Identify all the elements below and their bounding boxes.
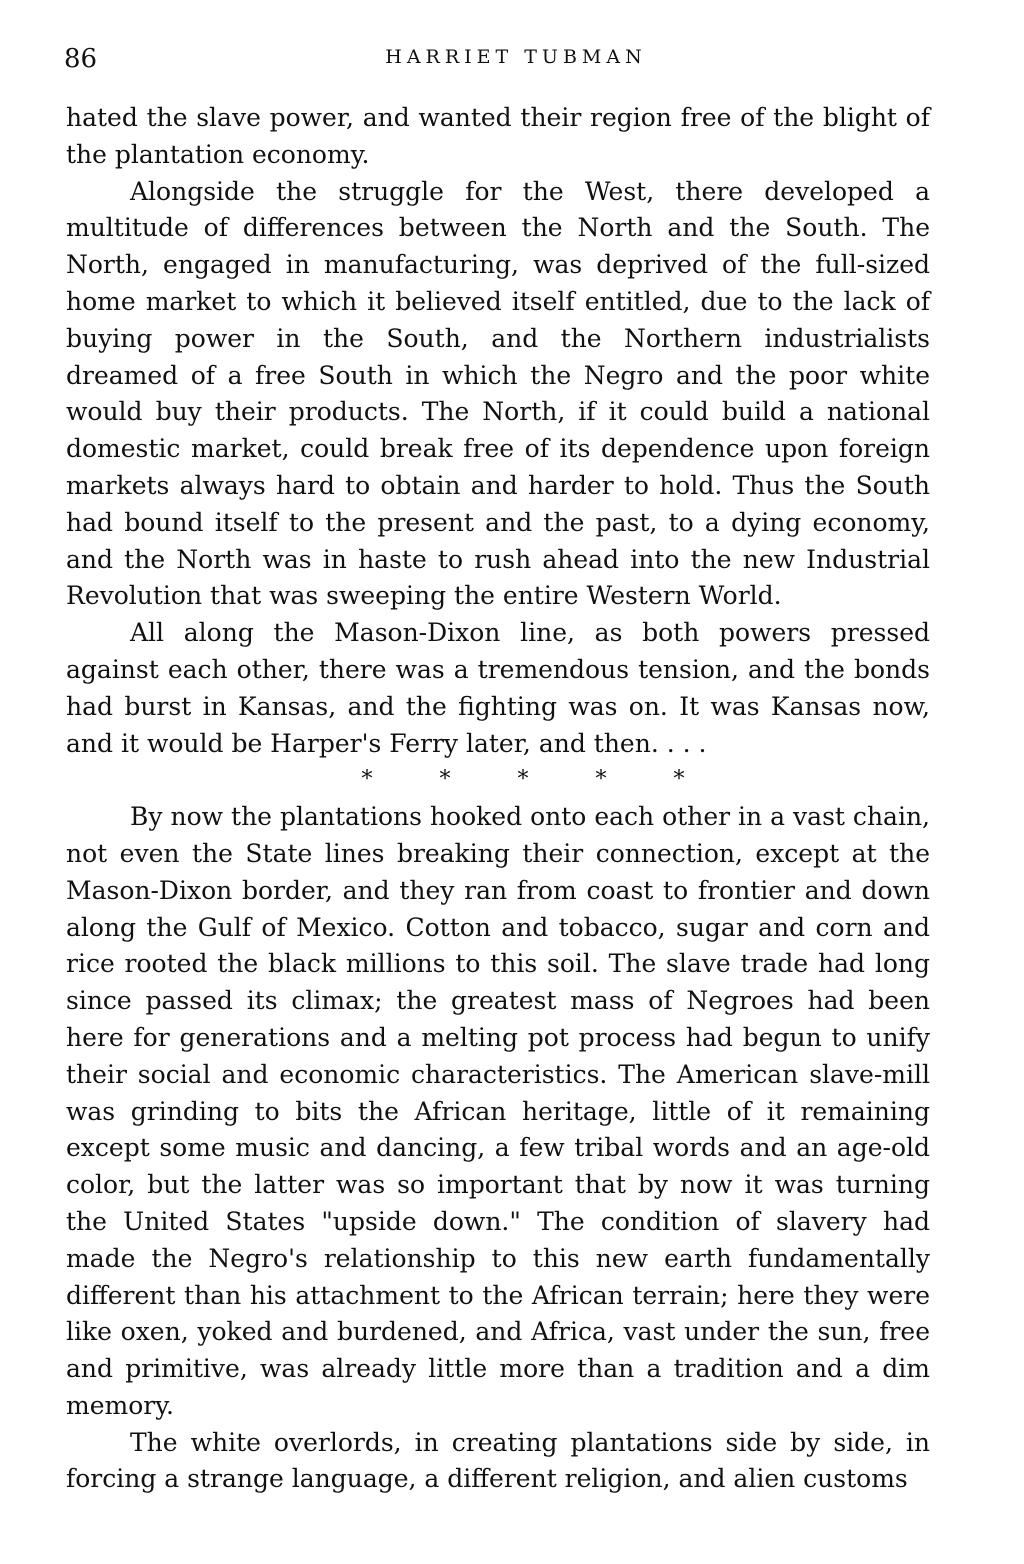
section-break: * * * * * xyxy=(361,767,685,793)
paragraph: The white overlords, in creating plantations side by side, in forcing a strange language, a different religion, and alien customs xyxy=(66,1427,930,1494)
paragraph: hated the slave power, and wanted their region free of the blight of the plantation economy. xyxy=(66,103,930,169)
paragraph: Alongside the struggle for the West, there developed a multitude of differences between the North and the South. The North, engaged in manufacturing, was deprived of the full-sized home market to which it believed itself entitled, due to the lack of buying power in the South, and the Northern industrialists dreamed of a free South in which the Negro and the poor white would buy their products. The North, if it could build a national domestic market, could break free of its dependence upon foreign markets always hard to obtain and harder to hold. Thus the South had bound itself to the present and the past, to a dying economy, and the North was in haste to rush ahead into the new Industrial Revolution that was sweeping the entire Western World. xyxy=(66,176,930,611)
paragraph: By now the plantations hooked onto each other in a vast chain, not even the State lines breaking their connection, except at the Mason-Dixon border, and they ran from coast to frontier and down along the Gulf of Mexico. Cotton and tobacco, sugar and corn and rice rooted the black millions to this soil. The slave trade had long since passed its climax; the greatest mass of Negroes had been here for generations and a melting pot process had begun to unify their social and economic characteristics. The American slave-mill was grinding to bits the African heritage, little of it remaining except some music and dancing, a few tribal words and an age-old color, but the latter was so important that by now it was turning the United States "upside down." The condition of slavery had made the Negro's relationship to this new earth fundamentally different than his attachment to the African terrain; here they were like oxen, yoked and burdened, and Africa, vast under the sun, free and primitive, was already little more than a tradition and a dim memory. xyxy=(66,802,930,1420)
page-header xyxy=(64,44,928,76)
running-head: HARRIET TUBMAN xyxy=(385,46,647,68)
page-number: 86 xyxy=(64,44,98,74)
body-text xyxy=(66,100,930,1498)
paragraph: All along the Mason-Dixon line, as both powers pressed against each other, there was a tremendous tension, and the bonds had burst in Kansas, and the fighting was on. It was Kansas now, and it would be Harper's Ferry later, and then. . . . xyxy=(66,618,930,758)
